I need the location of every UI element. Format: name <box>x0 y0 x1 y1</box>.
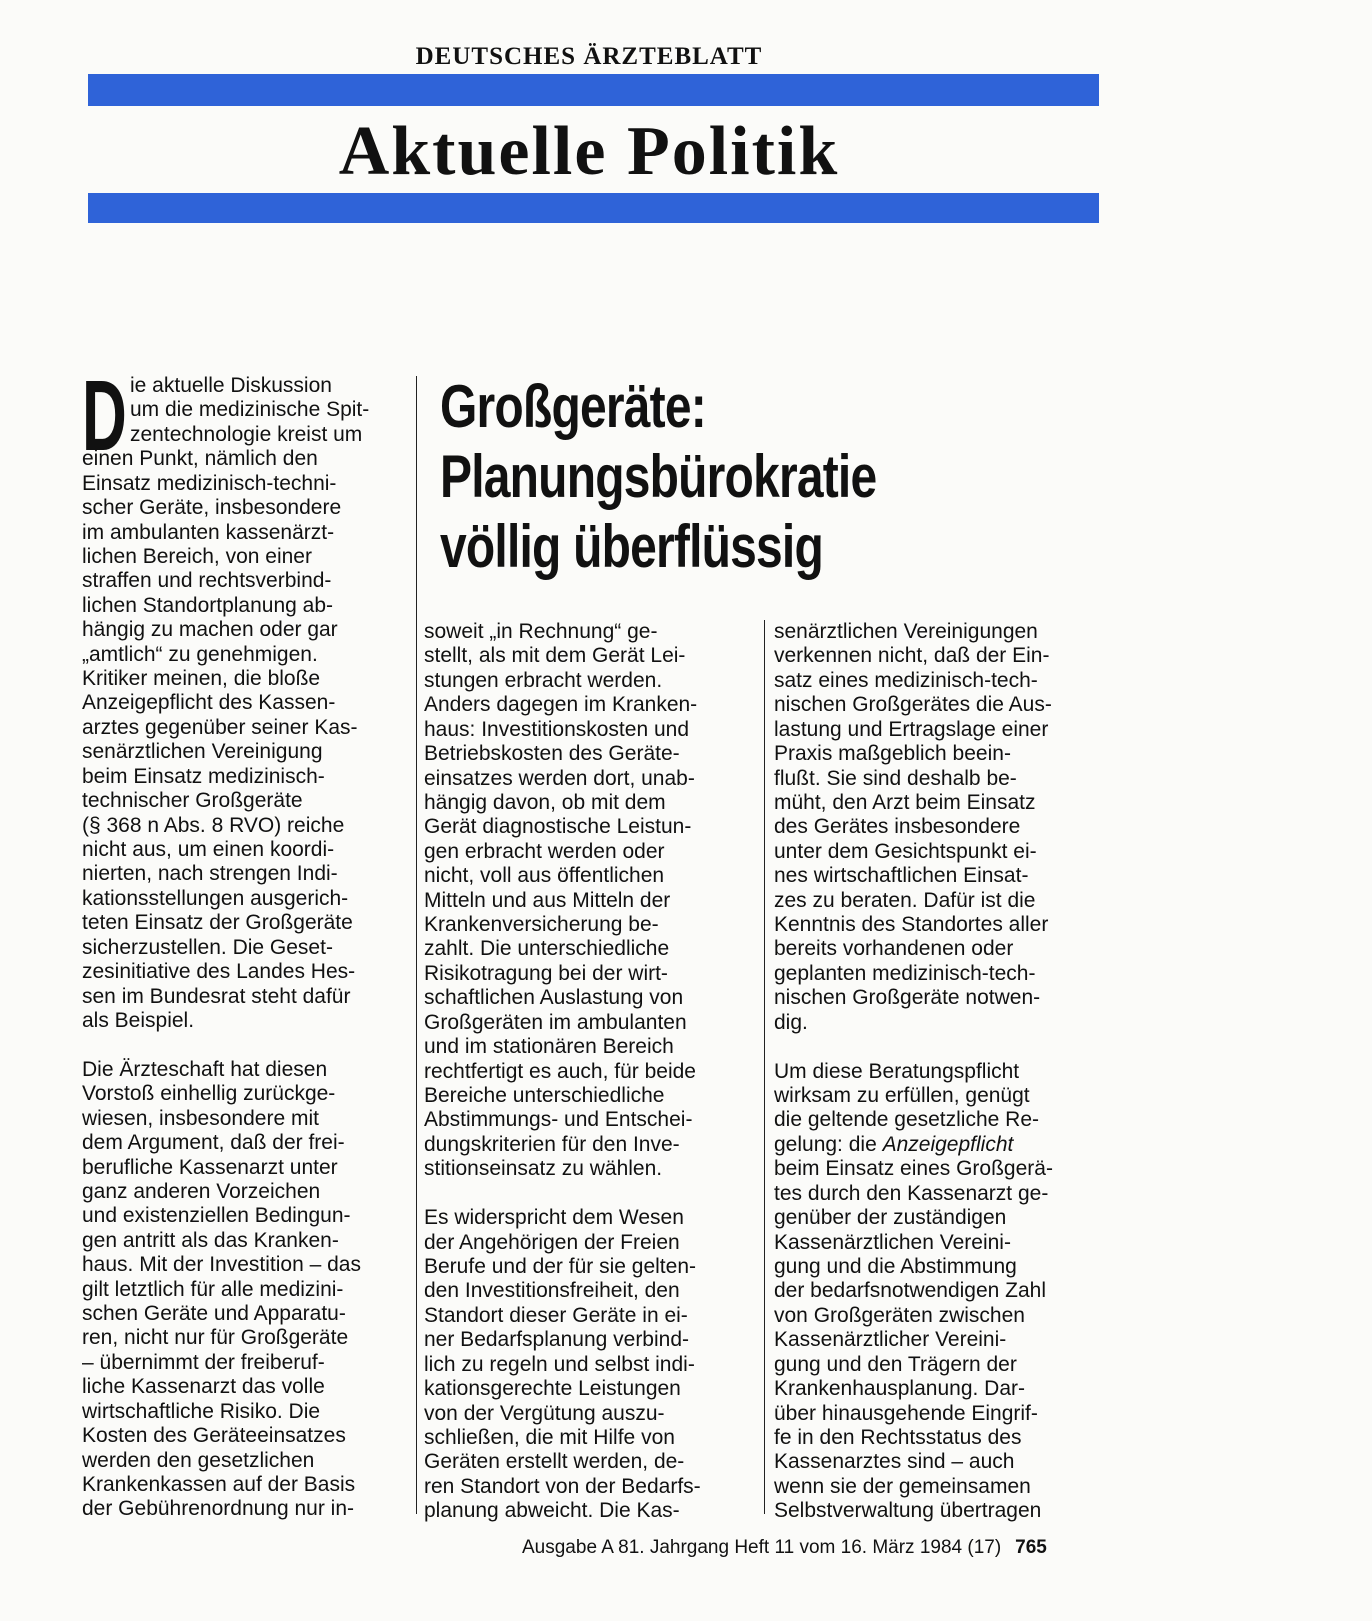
text-line: Um diese Beratungspflicht <box>774 1059 1020 1083</box>
text-line: der Gebührenordnung nur in- <box>82 1497 355 1521</box>
text-line: technischer Großgeräte <box>82 789 303 813</box>
text-line: als Beispiel. <box>82 1008 195 1032</box>
text-line: Kritiker meinen, die bloße <box>82 667 321 691</box>
text-line: berufliche Kassenarzt unter <box>82 1155 338 1179</box>
paragraph-gap <box>774 1035 1093 1059</box>
text-line: den Investitionsfreiheit, den <box>424 1279 680 1303</box>
text-line: unter dem Gesichtspunkt ei- <box>774 839 1037 863</box>
text-line: ie aktuelle Diskussion <box>130 374 332 397</box>
text-line: lichen Bereich, von einer <box>82 544 312 568</box>
headline-line: völlig überflüssig <box>440 513 823 580</box>
text-line: schen Geräte und Apparatu- <box>82 1302 346 1326</box>
text-line: senärztlichen Vereinigungen <box>774 620 1038 643</box>
text-line: Die Ärzteschaft hat diesen <box>82 1057 328 1081</box>
page-number: 765 <box>1015 1537 1047 1558</box>
page-footer <box>522 1535 1097 1561</box>
text-line: zesinitiative des Landes Hes- <box>82 960 356 984</box>
text-line: zes zu beraten. Dafür ist die <box>774 888 1036 912</box>
text-line: bereits vorhandenen oder <box>774 937 1014 961</box>
text-line: Selbstverwaltung übertragen <box>774 1499 1042 1523</box>
text-line: wirtschaftliche Risiko. Die <box>82 1399 321 1423</box>
text-line: lastung und Ertragslage einer <box>774 717 1049 741</box>
text-line: sen im Bundesrat steht dafür <box>82 984 351 1008</box>
drop-cap: D <box>82 360 127 472</box>
text-line: müht, den Arzt beim Einsatz <box>774 790 1036 814</box>
text-line: rechtfertigt es auch, für beide <box>424 1059 696 1083</box>
text-line: hängig davon, ob mit dem <box>424 790 666 814</box>
text-line: sicherzustellen. Die Geset- <box>82 935 333 959</box>
text-line: gung und die Abstimmung <box>774 1254 1017 1278</box>
text-line: beim Einsatz medizinisch- <box>82 764 325 788</box>
text-line: und existenziellen Bedingun- <box>82 1204 351 1228</box>
text-line: arztes gegenüber seiner Kas- <box>82 715 358 739</box>
text-line: Kassenärztlicher Vereini- <box>774 1328 1007 1352</box>
text-line: gen antritt als das Kranken- <box>82 1228 339 1252</box>
text-line: stungen erbracht werden. <box>424 668 663 692</box>
text-line: dem Argument, daß der frei- <box>82 1131 345 1155</box>
text-line: lichen Standortplanung ab- <box>82 593 334 617</box>
text-line: Krankenkassen auf der Basis <box>82 1472 356 1496</box>
text-line: der bedarfsnotwendigen Zahl <box>774 1279 1047 1303</box>
bottom-color-band <box>88 193 1099 223</box>
text-line: Berufe und der für sie gelten- <box>424 1254 696 1278</box>
paragraph-gap <box>82 1033 402 1057</box>
issue-info: Ausgabe A 81. Jahrgang Heft 11 vom 16. März 1984 (17) <box>522 1537 1002 1558</box>
text-line: haus. Mit der Investition – das <box>82 1253 361 1277</box>
text-line: Gerät diagnostische Leistun- <box>424 815 692 839</box>
text-line: (§ 368 n Abs. 8 RVO) reiche <box>82 813 345 837</box>
text-line: satz eines medizinisch-tech- <box>774 668 1038 692</box>
text-line: von Großgeräten zwischen <box>774 1303 1025 1327</box>
text-line: dig. <box>774 1010 808 1034</box>
masthead: DEUTSCHES ÄRZTEBLATT <box>415 43 763 70</box>
text-line: gung und den Trägern der <box>774 1352 1017 1376</box>
text-line: die geltende gesetzliche Re- <box>774 1108 1040 1132</box>
text-line: im ambulanten kassenärzt- <box>82 520 335 544</box>
text-line: teten Einsatz der Großgeräte <box>82 911 353 935</box>
text-line: zahlt. Die unterschiedliche <box>424 937 670 961</box>
text-line: einsatzes werden dort, unab- <box>424 766 695 790</box>
text-line: nischen Großgerätes die Aus- <box>774 693 1052 717</box>
text-line: Standort dieser Geräte in ei- <box>424 1303 688 1327</box>
text-line: tes durch den Kassenarzt ge- <box>774 1181 1049 1205</box>
text-line: der Angehörigen der Freien <box>424 1230 680 1254</box>
text-line: Mitteln und aus Mitteln der <box>424 888 671 912</box>
text-line: senärztlichen Vereinigung <box>82 740 323 764</box>
text-line: nischen Großgeräte notwen- <box>774 986 1041 1010</box>
text-line: kationsgerechte Leistungen <box>424 1377 681 1401</box>
text-line: hängig zu machen oder gar <box>82 618 338 642</box>
text-line: liche Kassenarzt das volle <box>82 1375 325 1399</box>
text-line: gilt letztlich für alle medizini- <box>82 1277 344 1301</box>
text-line: beim Einsatz eines Großgerä- <box>774 1157 1053 1181</box>
article-column-3 <box>774 620 1093 1524</box>
text-line: straffen und rechtsverbind- <box>82 569 332 593</box>
text-line: Es widerspricht dem Wesen <box>424 1206 684 1230</box>
text-line: Betriebskosten des Geräte- <box>424 742 680 766</box>
headline-line: Großgeräte: <box>440 373 706 440</box>
text-line: Kassenarztes sind – auch <box>774 1450 1015 1474</box>
text-line: geplanten medizinisch-tech- <box>774 961 1036 985</box>
text-line: fe in den Rechtsstatus des <box>774 1425 1022 1449</box>
text-line: wiesen, insbesondere mit <box>82 1106 319 1130</box>
text-line: schaftlichen Auslastung von <box>424 986 684 1010</box>
text-line: flußt. Sie sind deshalb be- <box>774 766 1017 790</box>
top-color-band <box>88 74 1099 106</box>
text-line: planung abweicht. Die Kas- <box>424 1499 680 1523</box>
column-rule <box>764 620 765 1514</box>
article-column-2 <box>424 620 743 1524</box>
text-line: soweit „in Rechnung“ ge- <box>424 620 658 643</box>
text-line: Praxis maßgeblich beein- <box>774 742 1011 766</box>
text-line: nicht aus, um einen koordi- <box>82 838 335 862</box>
text-line: ner Bedarfsplanung verbind- <box>424 1328 690 1352</box>
headline-line: Planungsbürokratie <box>440 443 877 510</box>
article-headline <box>440 372 964 582</box>
text-line: Bereiche unterschiedliche <box>424 1084 665 1108</box>
text-line: genüber der zuständigen <box>774 1206 1007 1230</box>
text-line: verkennen nicht, daß der Ein- <box>774 644 1050 668</box>
text-line: ganz anderen Vorzeichen <box>82 1179 321 1203</box>
text-line: gen erbracht werden oder <box>424 839 665 863</box>
text-line: ren, nicht nur für Großgeräte <box>82 1326 349 1350</box>
text-line: Krankenversicherung be- <box>424 913 659 937</box>
text-line: des Gerätes insbesondere <box>774 815 1021 839</box>
section-title: Aktuelle Politik <box>338 113 840 190</box>
text-line: – übernimmt der freiberuf- <box>82 1350 325 1374</box>
text-line: nes wirtschaftlichen Einsat- <box>774 864 1029 888</box>
text-line: wirksam zu erfüllen, genügt <box>774 1084 1030 1108</box>
text-line: Krankenhausplanung. Dar- <box>774 1377 1025 1401</box>
text-line: Kenntnis des Standortes aller <box>774 913 1049 937</box>
article-column-1 <box>82 360 402 1522</box>
text-line: kationsstellungen ausgerich- <box>82 886 349 910</box>
text-line: Kassenärztlichen Vereini- <box>774 1230 1011 1254</box>
text-line: dungskriterien für den Inve- <box>424 1132 680 1156</box>
text-line: und im stationären Bereich <box>424 1035 674 1059</box>
paragraph-gap <box>424 1182 743 1206</box>
text-line: einen Punkt, nämlich den <box>82 447 318 471</box>
text-line: werden den gesetzlichen <box>82 1448 315 1472</box>
text-line: Anzeigepflicht des Kassen- <box>82 691 336 715</box>
text-line: stellt, als mit dem Gerät Lei- <box>424 644 686 668</box>
text-line: ren Standort von der Bedarfs- <box>424 1474 701 1498</box>
text-line: nierten, nach strengen Indi- <box>82 862 338 886</box>
text-line: Vorstoß einhellig zurückge- <box>82 1082 336 1106</box>
text-line: „amtlich“ zu genehmigen. <box>82 642 318 666</box>
text-line: nicht, voll aus öffentlichen <box>424 864 665 888</box>
text-line: haus: Investitionskosten und <box>424 717 690 741</box>
text-line: um die medizinische Spit- <box>130 398 370 422</box>
text-line: Anders dagegen im Kranken- <box>424 693 698 717</box>
text-line: von der Vergütung auszu- <box>424 1401 665 1425</box>
text-line: Einsatz medizinisch-techni- <box>82 471 337 495</box>
text-line: scher Geräte, insbesondere <box>82 496 342 520</box>
text-line: lich zu regeln und selbst indi- <box>424 1352 695 1376</box>
text-line: Geräten erstellt werden, de- <box>424 1450 685 1474</box>
text-line: schließen, die mit Hilfe von <box>424 1425 675 1449</box>
text-line: über hinausgehende Eingrif- <box>774 1401 1038 1425</box>
text-line: gelung: die Anzeigepflicht <box>774 1132 1014 1156</box>
text-line: stitionseinsatz zu wählen. <box>424 1157 663 1181</box>
text-line: Abstimmungs- und Entschei- <box>424 1108 693 1132</box>
text-line: Risikotragung bei der wirt- <box>424 961 668 985</box>
text-line: Kosten des Geräteeinsatzes <box>82 1424 346 1448</box>
text-line: Großgeräten im ambulanten <box>424 1010 687 1034</box>
text-line: wenn sie der gemeinsamen <box>774 1474 1031 1498</box>
column-rule <box>416 376 417 1514</box>
text-line: zentechnologie kreist um <box>130 422 363 446</box>
